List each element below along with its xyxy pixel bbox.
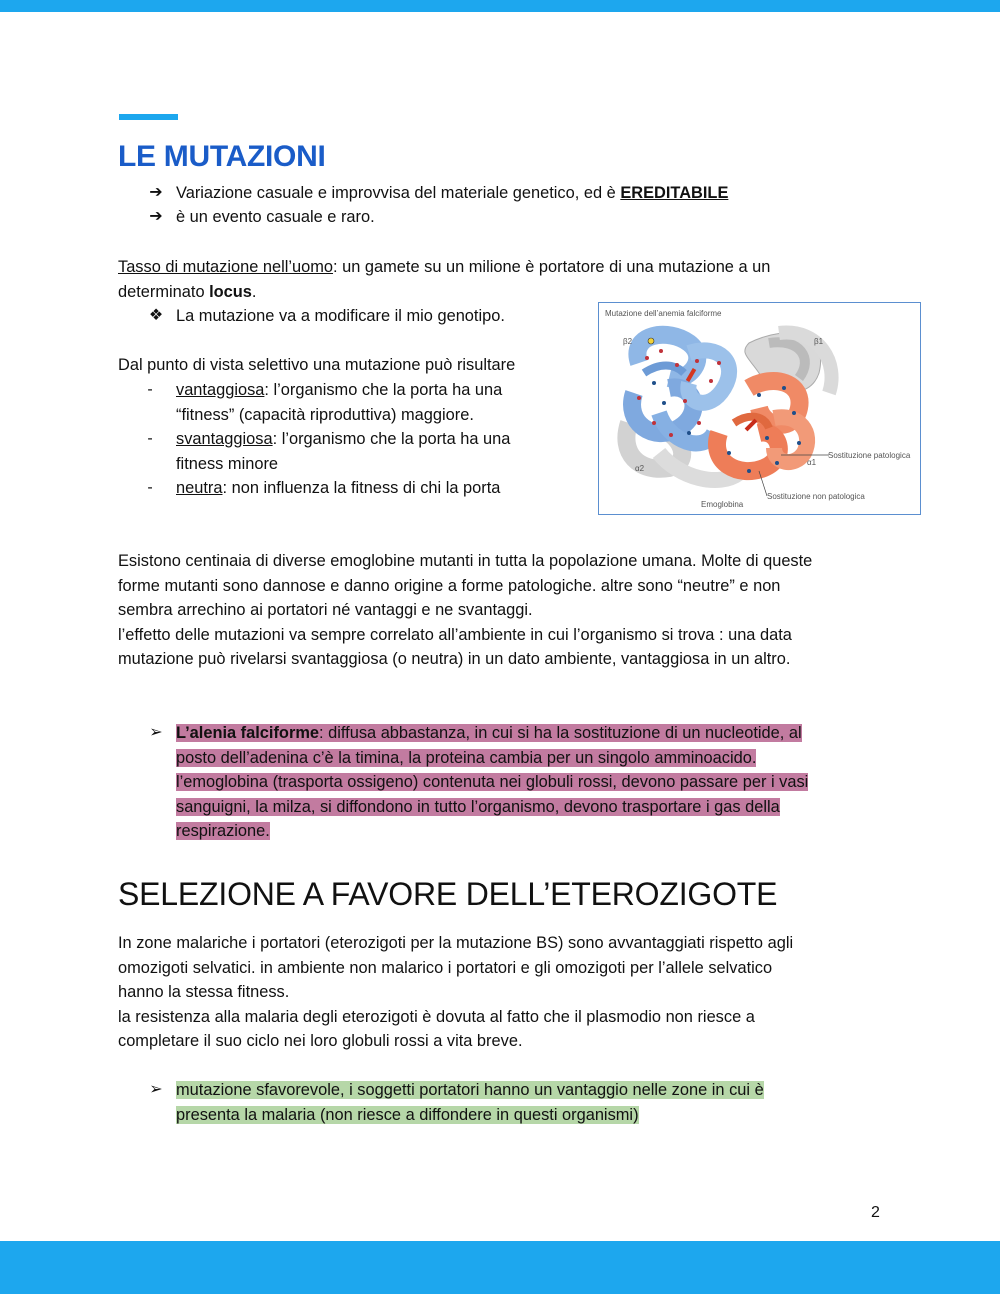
section-title-mutazioni: LE MUTAZIONI — [118, 140, 326, 173]
malaria-paragraph: In zone malariche i portatori (eterozigoti per la mutazione BS) sono avvantaggiati rispetto agli omozigoti selvatici. in ambiente non malarico i portatori e gli omozigoti per l’allele selvatico hanno la stessa fitness. la resistenza alla malaria degli eterozigoti è dovuta al fatto che il plasmodio non riesce a completare il suo ciclo nei loro globuli rossi a vita breve. — [118, 934, 794, 1050]
diamond-marker-icon: ❖ — [148, 307, 164, 324]
label-alpha2: α2 — [635, 464, 645, 473]
section-title-eterozigote: SELEZIONE A FAVORE DELL’ETEROZIGOTE — [118, 876, 778, 912]
page-number: 2 — [871, 1204, 880, 1221]
label-beta2: β2 — [623, 337, 633, 346]
hemoglobin-illustration — [599, 303, 921, 515]
dash-marker: - — [147, 479, 153, 496]
arrowhead-marker-icon: ➢ — [149, 724, 163, 741]
dash-marker: - — [147, 381, 153, 398]
ereditabile-term: EREDITABILE — [620, 184, 729, 202]
label-emoglobina: Emoglobina — [701, 500, 744, 509]
title-accent-bar — [119, 114, 178, 120]
tasso-paragraph: Tasso di mutazione nell’uomo: un gamete su un milione è portatore di una mutazione a un determinato locus. — [118, 258, 771, 301]
label-sostituzione-patologica: Sostituzione patologica — [828, 451, 911, 460]
bottom-decor-band — [0, 1241, 1000, 1294]
figure-title: Mutazione dell’anemia falciforme — [605, 309, 722, 318]
selective-intro: Dal punto di vista selettivo una mutazione può risultare — [118, 356, 516, 374]
arrowhead-marker-icon: ➢ — [149, 1081, 163, 1098]
arrow-marker-icon: ➔ — [149, 208, 163, 225]
label-beta1: β1 — [814, 337, 824, 346]
dash-marker: - — [147, 430, 153, 447]
top-decor-band — [0, 0, 1000, 12]
hemoglobin-figure — [598, 302, 921, 515]
label-sostituzione-non-patologica: Sostituzione non patologica — [767, 492, 865, 501]
emoglobine-paragraph: Esistono centinaia di diverse emoglobine mutanti in tutta la popolazione umana. Molte di queste forme mutanti sono dannose e danno origine a forme patologiche. altre sono “neutre” e non sembra arrechino ai portatori né vantaggi e ne svantaggi. l’effetto delle mutazioni va sempre correlato all’ambiente in cui l’organismo si trova : una data mutazione può rivelarsi svantaggiosa (o neutra) in un dato ambiente, vantaggiosa in un altro. — [118, 552, 813, 668]
arrow-marker-icon: ➔ — [149, 184, 163, 201]
label-alpha1: α1 — [807, 458, 817, 467]
